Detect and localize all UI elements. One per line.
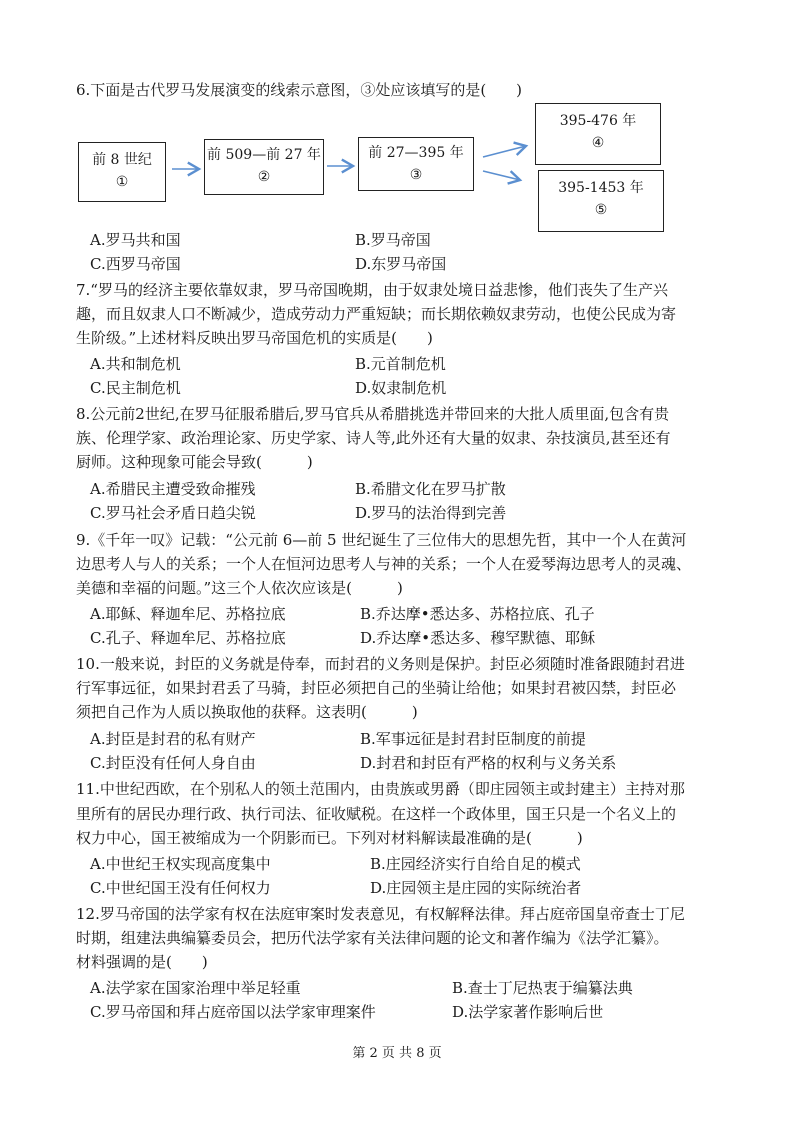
q7-stem-line: 生阶级。”上述材料反映出罗马帝国危机的实质是( ): [76, 329, 433, 347]
q12-option-b[interactable]: B.查士丁尼热衷于编纂法典: [452, 979, 633, 997]
timeline-mark-4: ④: [591, 135, 605, 151]
arrow-up-right-icon: [483, 146, 526, 157]
q9-option-a[interactable]: A.耶稣、释迦牟尼、苏格拉底: [90, 605, 286, 623]
q12-option-d[interactable]: D.法学家著作影响后世: [452, 1003, 604, 1021]
q6-stem: 6.下面是古代罗马发展演变的线索示意图，③处应该填写的是( ): [76, 81, 523, 99]
q12-stem-line: 材料强调的是( ): [76, 953, 208, 971]
q10-stem-line: 10.一般来说，封臣的义务就是侍奉，而封君的义务则是保护。封臣必须随时准备跟随封君进: [76, 655, 685, 673]
q11-option-a[interactable]: A.中世纪王权实现高度集中: [90, 855, 271, 873]
q12-stem-line: 12.罗马帝国的法学家有权在法庭审案时发表意见，有权解释法律。拜占庭帝国皇帝查士丁尼: [76, 905, 685, 923]
page-number: 第 2 页 共 8 页: [352, 1046, 442, 1061]
q8-stem-line: 厨师。这种现象可能会导致( ): [76, 453, 313, 471]
q6-option-c[interactable]: C.西罗马帝国: [90, 255, 181, 273]
q10-option-c[interactable]: C.封臣没有任何人身自由: [90, 754, 256, 772]
timeline-mark-1: ①: [115, 174, 129, 190]
q7-option-c[interactable]: C.民主制危机: [90, 379, 181, 397]
q9-stem-line: 9.《千年一叹》记载：“公元前 6—前 5 世纪诞生了三位伟大的思想先哲，其中一个人在黄河: [76, 531, 687, 549]
q9-option-c[interactable]: C.孔子、释迦牟尼、苏格拉底: [90, 629, 286, 647]
q11-option-b[interactable]: B.庄园经济实行自给自足的模式: [370, 855, 581, 873]
q9-stem-line: 美德和幸福的问题。”这三个人依次应该是( ): [76, 579, 403, 597]
q12-option-a[interactable]: A.法学家在国家治理中举足轻重: [90, 979, 301, 997]
q8-option-d[interactable]: D.罗马的法治得到完善: [355, 504, 507, 522]
q6-option-d[interactable]: D.东罗马帝国: [355, 255, 447, 273]
timeline-mark-5: ⑤: [594, 202, 608, 218]
q11-option-c[interactable]: C.中世纪国王没有任何权力: [90, 879, 271, 897]
q10-option-b[interactable]: B.军事远征是封君封臣制度的前提: [360, 730, 586, 748]
q11-option-d[interactable]: D.庄园领主是庄园的实际统治者: [370, 879, 582, 897]
q9-option-b[interactable]: B.乔达摩•悉达多、苏格拉底、孔子: [360, 605, 595, 623]
q8-stem-line: 族、伦理学家、政治理论家、历史学家、诗人等,此外还有大量的奴隶、杂技演员,甚至还有: [76, 429, 671, 447]
timeline-mark-3: ③: [409, 167, 423, 183]
timeline-period-3: 前 27—395 年: [368, 145, 464, 161]
q10-option-a[interactable]: A.封臣是封君的私有财产: [90, 730, 256, 748]
q7-stem-line: 7.“罗马的经济主要依靠奴隶，罗马帝国晚期，由于奴隶处境日益悲惨，他们丧失了生产兴: [76, 281, 668, 299]
q11-stem-line: 里所有的居民办理行政、执行司法、征收赋税。在这样一个政体里，国王只是一个名义上的: [76, 805, 677, 823]
q11-stem-line: 11.中世纪西欧，在个别私人的领土范围内，由贵族或男爵（即庄园领主或封建主）主持对那: [76, 780, 685, 798]
q10-stem-line: 须把自己作为人质以换取他的获释。这表明( ): [76, 703, 418, 721]
q12-stem-line: 时期，组建法典编纂委员会，把历代法学家有关法律问题的论文和著作编为《法学汇纂》。: [76, 929, 669, 947]
q7-option-d[interactable]: D.奴隶制危机: [355, 379, 447, 397]
q8-option-c[interactable]: C.罗马社会矛盾日趋尖锐: [90, 504, 256, 522]
q6-option-b[interactable]: B.罗马帝国: [355, 231, 431, 249]
timeline-period-1: 前 8 世纪: [92, 152, 152, 168]
q10-option-d[interactable]: D.封君和封臣有严格的权利与义务关系: [360, 754, 617, 772]
q8-stem-line: 8.公元前2世纪,在罗马征服希腊后,罗马官兵从希腊挑选并带回来的大批人质里面,包含有贵: [76, 405, 670, 423]
timeline-period-5: 395-1453 年: [558, 180, 644, 196]
q12-option-c[interactable]: C.罗马帝国和拜占庭帝国以法学家审理案件: [90, 1003, 376, 1021]
arrow-down-right-icon: [483, 171, 520, 180]
q7-option-a[interactable]: A.共和制危机: [90, 355, 181, 373]
timeline-period-4: 395-476 年: [559, 113, 637, 129]
q8-option-b[interactable]: B.希腊文化在罗马扩散: [355, 480, 506, 498]
q10-stem-line: 行军事远征，如果封君丢了马骑，封臣必须把自己的坐骑让给他；如果封君被囚禁，封臣必: [76, 679, 677, 697]
q6-option-a[interactable]: A.罗马共和国: [90, 231, 181, 249]
q9-option-d[interactable]: D.乔达摩•悉达多、穆罕默德、耶稣: [360, 629, 596, 647]
timeline-period-2: 前 509—前 27 年: [207, 147, 321, 163]
q7-option-b[interactable]: B.元首制危机: [355, 355, 446, 373]
timeline-arrows: [0, 0, 794, 260]
q9-stem-line: 边思考人与人的关系；一个人在恒河边思考人与神的关系；一个人在爱琴海边思考人的灵魂、: [76, 555, 692, 573]
q7-stem-line: 趣，而且奴隶人口不断减少，造成劳动力严重短缺；而长期依赖奴隶劳动，也使公民成为寄: [76, 305, 677, 323]
q8-option-a[interactable]: A.希腊民主遭受致命摧残: [90, 480, 256, 498]
timeline-mark-2: ②: [257, 169, 271, 185]
q11-stem-line: 权力中心，国王被缩成为一个阴影而已。下列对材料解读最准确的是( ): [76, 829, 583, 847]
